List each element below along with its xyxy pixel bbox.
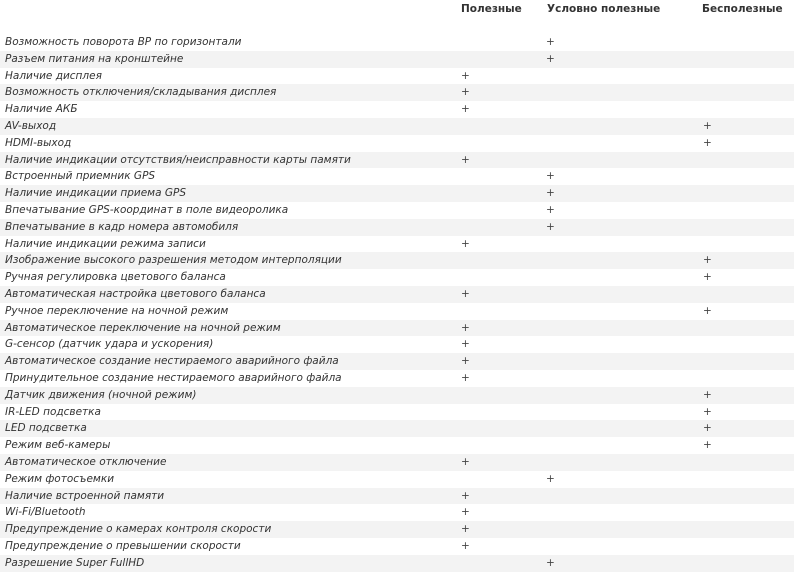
mark-useful xyxy=(456,387,541,404)
mark-conditionally-useful xyxy=(541,152,698,169)
feature-name: Впечатывание в кадр номера автомобиля xyxy=(0,219,456,236)
mark-useless xyxy=(698,471,794,488)
mark-useful: + xyxy=(456,320,541,337)
table-row xyxy=(0,34,794,51)
mark-useless: + xyxy=(698,118,794,135)
mark-useless xyxy=(698,353,794,370)
mark-useless: + xyxy=(703,136,712,149)
mark-useful: + xyxy=(461,237,470,250)
feature-name: Впечатывание GPS-координат в поле видеоролика xyxy=(5,203,289,216)
table-row xyxy=(0,320,794,337)
mark-conditionally-useful xyxy=(541,84,698,101)
mark-useless xyxy=(698,286,794,303)
mark-useful xyxy=(456,252,541,269)
mark-useful xyxy=(456,471,541,488)
mark-useful xyxy=(456,168,541,185)
feature-name: Автоматическое отключение xyxy=(0,454,456,471)
mark-conditionally-useful xyxy=(541,68,698,85)
table-row xyxy=(0,437,794,454)
mark-useful xyxy=(456,51,541,68)
mark-useful xyxy=(456,555,541,572)
feature-name: Wi-Fi/Bluetooth xyxy=(5,506,86,519)
table-row xyxy=(0,353,794,370)
feature-name: Предупреждение о камерах контроля скорости xyxy=(0,521,456,538)
feature-name: HDMI-выход xyxy=(5,136,72,149)
feature-name: Возможность поворота ВР по горизонтали xyxy=(5,36,242,48)
mark-useless xyxy=(698,101,794,118)
feature-name: Возможность отключения/складывания дисплея xyxy=(0,84,456,101)
mark-useless xyxy=(698,538,794,555)
table-body xyxy=(0,34,794,572)
feature-name: Изображение высокого разрешения методом интерполяции xyxy=(0,252,456,269)
feature-name: Предупреждение о превышении скорости xyxy=(5,539,241,552)
mark-conditionally-useful: + xyxy=(546,170,555,183)
mark-useless xyxy=(698,336,794,353)
mark-conditionally-useful xyxy=(541,320,698,337)
mark-conditionally-useful xyxy=(541,370,698,387)
mark-conditionally-useful xyxy=(541,504,698,521)
table-row xyxy=(0,521,794,538)
mark-useless xyxy=(698,488,794,505)
mark-useless xyxy=(698,51,794,68)
mark-useful: + xyxy=(461,371,470,384)
mark-useless xyxy=(698,504,794,521)
mark-conditionally-useful: + xyxy=(546,203,555,216)
mark-useless xyxy=(698,320,794,337)
table-row xyxy=(0,387,794,404)
mark-useless xyxy=(698,370,794,387)
mark-useful xyxy=(456,118,541,135)
mark-conditionally-useful xyxy=(541,387,698,404)
table-row xyxy=(0,152,794,169)
table-row xyxy=(0,68,794,85)
mark-useless: + xyxy=(698,387,794,404)
mark-useful xyxy=(456,135,541,152)
feature-name: Автоматическая настройка цветового баланса xyxy=(0,286,456,303)
table-row xyxy=(0,269,794,286)
mark-useful xyxy=(456,303,541,320)
feature-name: Наличие индикации отсутствия/неисправности карты памяти xyxy=(0,152,456,169)
table-row xyxy=(0,504,794,521)
mark-conditionally-useful xyxy=(541,521,698,538)
feature-name: Принудительное создание нестираемого аварийного файла xyxy=(5,371,342,384)
mark-useful xyxy=(456,202,541,219)
table-row xyxy=(0,286,794,303)
mark-conditionally-useful xyxy=(541,286,698,303)
mark-conditionally-useful: + xyxy=(541,185,698,202)
feature-name: Наличие АКБ xyxy=(5,103,78,116)
table-row xyxy=(0,420,794,437)
mark-useful xyxy=(456,420,541,437)
mark-useless: + xyxy=(703,405,712,418)
mark-conditionally-useful xyxy=(541,353,698,370)
header-useless: Бесполезные xyxy=(702,3,783,16)
mark-useless xyxy=(698,68,794,85)
mark-useful: + xyxy=(461,506,470,519)
feature-name: Наличие встроенной памяти xyxy=(0,488,456,505)
table-row xyxy=(0,336,794,353)
mark-useful: + xyxy=(456,353,541,370)
feature-name: Наличие индикации режима записи xyxy=(5,237,206,250)
feature-name: Режим фотосъемки xyxy=(5,472,115,485)
table-row xyxy=(0,84,794,101)
mark-conditionally-useful xyxy=(541,303,698,320)
feature-name: AV-выход xyxy=(0,118,456,135)
mark-conditionally-useful xyxy=(541,404,698,421)
mark-useful xyxy=(456,269,541,286)
table-row xyxy=(0,538,794,555)
mark-useful: + xyxy=(456,286,541,303)
table-row xyxy=(0,303,794,320)
mark-conditionally-useful: + xyxy=(541,51,698,68)
mark-useless xyxy=(698,219,794,236)
feature-name: Режим веб-камеры xyxy=(5,439,111,452)
mark-conditionally-useful xyxy=(541,135,698,152)
mark-useful xyxy=(456,185,541,202)
feature-name: Датчик движения (ночной режим) xyxy=(0,387,456,404)
feature-name: Разъем питания на кронштейне xyxy=(0,51,456,68)
mark-conditionally-useful xyxy=(541,118,698,135)
mark-useless: + xyxy=(703,304,712,317)
mark-useful: + xyxy=(461,103,470,116)
feature-name: Автоматическое создание нестираемого аварийного файла xyxy=(0,353,456,370)
mark-useless xyxy=(698,185,794,202)
mark-useless: + xyxy=(703,439,712,452)
table-row xyxy=(0,185,794,202)
feature-name: G-сенсор (датчик удара и ускорения) xyxy=(5,338,214,351)
feature-name: Разрешение Super FullHD xyxy=(0,555,456,572)
mark-conditionally-useful: + xyxy=(541,219,698,236)
table-row xyxy=(0,404,794,421)
mark-conditionally-useful xyxy=(541,252,698,269)
feature-name: IR-LED подсветка xyxy=(5,405,101,418)
mark-conditionally-useful xyxy=(541,101,698,118)
mark-conditionally-useful xyxy=(541,538,698,555)
feature-name: Автоматическое переключение на ночной режим xyxy=(0,320,456,337)
table-row xyxy=(0,454,794,471)
table-row xyxy=(0,202,794,219)
mark-useful: + xyxy=(461,69,470,82)
mark-useless xyxy=(698,454,794,471)
mark-conditionally-useful xyxy=(541,420,698,437)
mark-useful: + xyxy=(456,488,541,505)
table-row xyxy=(0,51,794,68)
mark-useless: + xyxy=(698,420,794,437)
mark-useful: + xyxy=(456,454,541,471)
table-row xyxy=(0,236,794,253)
header-useful: Полезные xyxy=(461,3,522,16)
table-row xyxy=(0,101,794,118)
table-row xyxy=(0,471,794,488)
header-conditionally-useful: Условно полезные xyxy=(547,3,661,16)
mark-useful: + xyxy=(461,338,470,351)
table-row xyxy=(0,555,794,572)
table-row xyxy=(0,118,794,135)
mark-useful: + xyxy=(456,152,541,169)
mark-useful xyxy=(456,219,541,236)
mark-conditionally-useful xyxy=(541,269,698,286)
mark-useless: + xyxy=(703,271,712,284)
mark-useless xyxy=(698,168,794,185)
table-row xyxy=(0,219,794,236)
table-row xyxy=(0,488,794,505)
mark-useless xyxy=(698,202,794,219)
mark-useful: + xyxy=(456,84,541,101)
mark-conditionally-useful: + xyxy=(546,36,555,48)
header-row xyxy=(0,0,794,19)
mark-conditionally-useful xyxy=(541,454,698,471)
table-row xyxy=(0,370,794,387)
mark-useful xyxy=(456,34,541,51)
mark-useful xyxy=(456,437,541,454)
mark-useless xyxy=(698,236,794,253)
mark-useful: + xyxy=(456,521,541,538)
feature-name: Встроенный приемник GPS xyxy=(5,170,156,183)
feature-name: LED подсветка xyxy=(0,420,456,437)
mark-conditionally-useful xyxy=(541,236,698,253)
feature-name: Ручное переключение на ночной режим xyxy=(5,304,229,317)
mark-useful: + xyxy=(461,539,470,552)
header-feature xyxy=(0,0,456,19)
table-row xyxy=(0,168,794,185)
mark-conditionally-useful: + xyxy=(546,472,555,485)
table-row xyxy=(0,252,794,269)
header-spacer xyxy=(0,19,794,34)
mark-useless xyxy=(698,152,794,169)
mark-useful xyxy=(456,404,541,421)
mark-useless xyxy=(698,555,794,572)
feature-name: Наличие дисплея xyxy=(5,69,102,82)
mark-conditionally-useful xyxy=(541,336,698,353)
table-row xyxy=(0,135,794,152)
feature-name: Наличие индикации приема GPS xyxy=(0,185,456,202)
feature-name: Ручная регулировка цветового баланса xyxy=(5,271,226,284)
mark-useless xyxy=(698,84,794,101)
mark-conditionally-useful: + xyxy=(541,555,698,572)
mark-useless xyxy=(698,521,794,538)
mark-conditionally-useful xyxy=(541,437,698,454)
mark-conditionally-useful xyxy=(541,488,698,505)
mark-useless xyxy=(698,34,794,51)
mark-useless: + xyxy=(698,252,794,269)
